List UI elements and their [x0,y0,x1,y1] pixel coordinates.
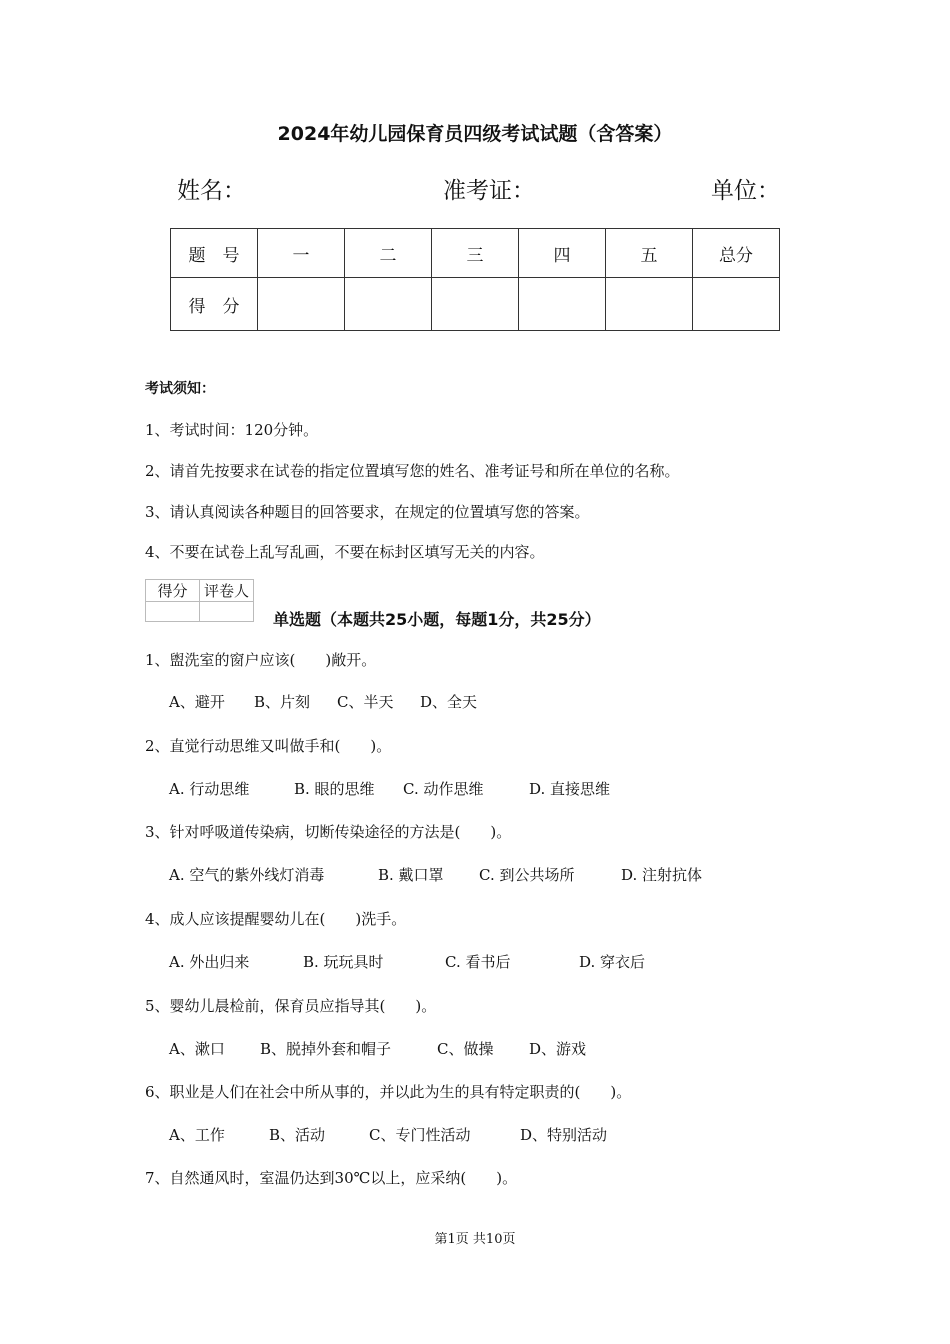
section-title: 单选题（本题共25小题，每题1分，共25分） [273,610,601,629]
question-text: 4、成人应该提醒婴幼儿在( )洗手。 [145,910,407,928]
exam-id-label: 准考证： [443,178,535,204]
score-row-label: 得 分 [171,278,258,331]
notice-item: 2、请首先按要求在试卷的指定位置填写您的姓名、准考证号和所在单位的名称。 [145,462,680,480]
answer-option[interactable]: D、全天 [420,693,478,711]
answer-option[interactable]: B、活动 [269,1126,326,1144]
answer-option[interactable]: B. 眼的思维 [294,780,375,798]
grader-table [145,579,254,622]
score-table-header-cell: 二 [345,229,432,278]
page-title: 2024年幼儿园保育员四级考试试题（含答案） [277,123,673,145]
score-table-header-cell: 一 [258,229,345,278]
answer-option[interactable]: A、工作 [169,1126,225,1144]
question-text: 7、自然通风时，室温仍达到30℃以上，应采纳( )。 [145,1169,518,1187]
grader-table-grader-label: 评卷人 [200,580,254,602]
answer-option[interactable]: D. 直接思维 [529,780,611,798]
answer-option[interactable]: C、半天 [337,693,394,711]
answer-option[interactable]: B、片刻 [254,693,311,711]
score-cell[interactable] [258,278,345,331]
answer-option[interactable]: B. 戴口罩 [378,866,444,884]
answer-option[interactable]: C、做操 [437,1040,494,1058]
answer-option[interactable]: A、避开 [169,693,225,711]
question-text: 5、婴幼儿晨检前，保育员应指导其( )。 [145,997,437,1015]
answer-option[interactable]: C. 看书后 [445,953,511,971]
answer-option[interactable]: A、漱口 [169,1040,225,1058]
notice-item: 3、请认真阅读各种题目的回答要求，在规定的位置填写您的答案。 [145,503,590,521]
grader-score-cell[interactable] [146,602,200,622]
question-text: 3、针对呼吸道传染病，切断传染途径的方法是( )。 [145,823,512,841]
answer-option[interactable]: D. 穿衣后 [579,953,646,971]
score-cell[interactable] [606,278,693,331]
unit-label: 单位： [711,178,780,204]
answer-option[interactable]: C. 到公共场所 [479,866,575,884]
name-label: 姓名： [177,178,246,204]
score-table-header-cell: 总分 [693,229,780,278]
notice-heading: 考试须知： [145,381,215,397]
answer-option[interactable]: A. 外出归来 [169,953,250,971]
answer-option[interactable]: C. 动作思维 [403,780,484,798]
question-text: 6、职业是人们在社会中所从事的，并以此为生的具有特定职责的( )。 [145,1083,632,1101]
answer-option[interactable]: B、脱掉外套和帽子 [260,1040,392,1058]
answer-option[interactable]: D、特别活动 [520,1126,608,1144]
score-cell[interactable] [432,278,519,331]
grader-table-score-label: 得分 [146,580,200,602]
score-table-header-cell: 题 号 [171,229,258,278]
score-cell[interactable] [345,278,432,331]
score-table-header-cell: 三 [432,229,519,278]
question-text: 1、盥洗室的窗户应该( )敞开。 [145,651,377,669]
score-table-header-cell: 五 [606,229,693,278]
score-table-score-row [171,278,780,331]
answer-option[interactable]: D、游戏 [529,1040,587,1058]
notice-item: 1、考试时间：120分钟。 [145,421,319,439]
notice-item: 4、不要在试卷上乱写乱画，不要在标封区填写无关的内容。 [145,543,545,561]
answer-option[interactable]: C、专门性活动 [369,1126,471,1144]
page-footer: 第1页 共10页 [434,1232,516,1247]
answer-option[interactable]: B. 玩玩具时 [303,953,384,971]
answer-option[interactable]: D. 注射抗体 [621,866,703,884]
score-table-header-row [171,229,780,278]
score-table [170,228,780,331]
answer-option[interactable]: A. 空气的紫外线灯消毒 [169,866,325,884]
score-table-header-cell: 四 [519,229,606,278]
answer-option[interactable]: A. 行动思维 [169,780,250,798]
question-text: 2、直觉行动思维又叫做手和( )。 [145,737,392,755]
score-cell[interactable] [693,278,780,331]
grader-name-cell[interactable] [200,602,254,622]
score-cell[interactable] [519,278,606,331]
